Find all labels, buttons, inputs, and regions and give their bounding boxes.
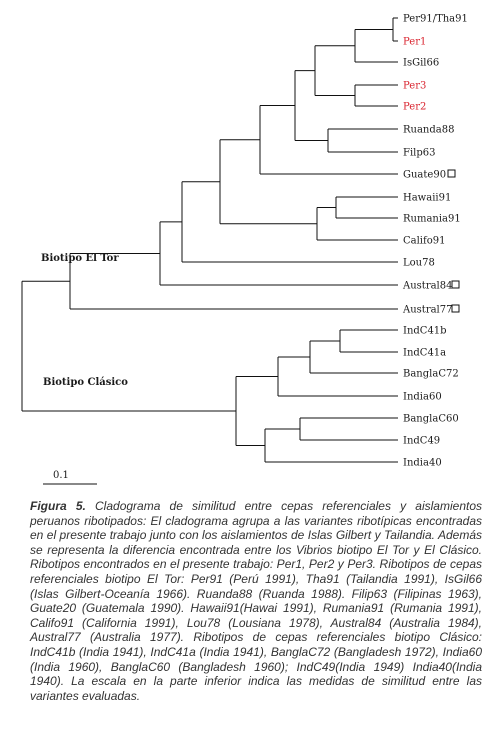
leaf-label-califo91: Califo91	[403, 235, 446, 247]
leaf-label-ruanda88: Ruanda88	[403, 124, 455, 136]
leaf-label-hawaii91: Hawaii91	[403, 192, 452, 204]
scale-bar-label: 0.1	[53, 470, 69, 481]
leaf-label-austral84: Austral84	[403, 280, 453, 292]
cladogram-branches	[22, 18, 398, 462]
figure-caption-label: Figura 5.	[30, 499, 86, 513]
leaf-label-lou78: Lou78	[403, 257, 435, 269]
square-marker-austral77	[452, 305, 459, 312]
leaf-label-india40: India40	[403, 457, 442, 469]
leaf-label-isgil66: IsGil66	[403, 57, 440, 69]
leaf-labels	[402, 14, 468, 469]
square-marker-austral84	[452, 281, 459, 288]
leaf-label-per91-tha91: Per91/Tha91	[403, 13, 468, 25]
leaf-label-india60: India60	[403, 391, 442, 403]
leaf-label-per2: Per2	[403, 101, 427, 113]
leaf-label-indc41b: IndC41b	[403, 325, 447, 337]
leaf-label-indc41a: IndC41a	[403, 347, 447, 359]
figure-caption-text: Cladograma de similitud entre cepas referenciales y aislamientos peruanos ribotipados: El cladograma agrupa a las variantes ribotípicas encontradas en el presente trabajo junto con los aislamientos de Islas Gilbert y Tailandia. Además se representa la diferencia encontrada entre los Vibrios biotipo El Tor y El Clásico. Ribotipos encontrados en el presente trabajo: Per1, Per2 y Per3. Ribotipos de cepas referenciales biotipo El Tor: Per91 (Perú 1991), Tha91 (Tailandia 1991), IsGil66 (Islas Gilbert-Oceanía 1966). Ruanda88 (Ruanda 1988). Filip63 (Filipinas 1963), Guate20 (Guatemala 1990). Hawaii91(Hawai 1991), Rumania91 (Rumania 1991), Califo91 (California 1991), Lou78 (Lousiana 1978), Austral84 (Australia 1984), Austral77 (Australia 1977). Ribotipos de cepas referenciales biotipo Clásico: IndC41b (India 1941), IndC41a (India 1941), BanglaC72 (Bangladesh 1972), India60 (India 1960), BanglaC60 (Bangladesh 1960); IndC49(India 1949) India40(India 1940). La escala en la parte inferior indica las medidas de similitud entre las variantes evaluadas.	[30, 499, 482, 703]
figure-caption	[30, 499, 482, 703]
leaf-label-indc49: IndC49	[403, 435, 441, 447]
leaf-label-per3: Per3	[403, 80, 427, 92]
leaf-label-per1: Per1	[403, 36, 427, 48]
leaf-label-banglac60: BanglaC60	[403, 413, 459, 425]
square-marker-guate90	[448, 170, 455, 177]
group-label-clasico: Biotipo Clásico	[43, 377, 128, 388]
leaf-label-rumania91: Rumania91	[403, 213, 461, 225]
leaf-label-filp63: Filp63	[403, 147, 436, 159]
group-label-el-tor: Biotipo El Tor	[41, 253, 119, 264]
leaf-label-banglac72: BanglaC72	[403, 368, 459, 380]
leaf-label-guate90: Guate90	[403, 169, 447, 181]
leaf-label-austral77: Austral77	[403, 304, 453, 316]
